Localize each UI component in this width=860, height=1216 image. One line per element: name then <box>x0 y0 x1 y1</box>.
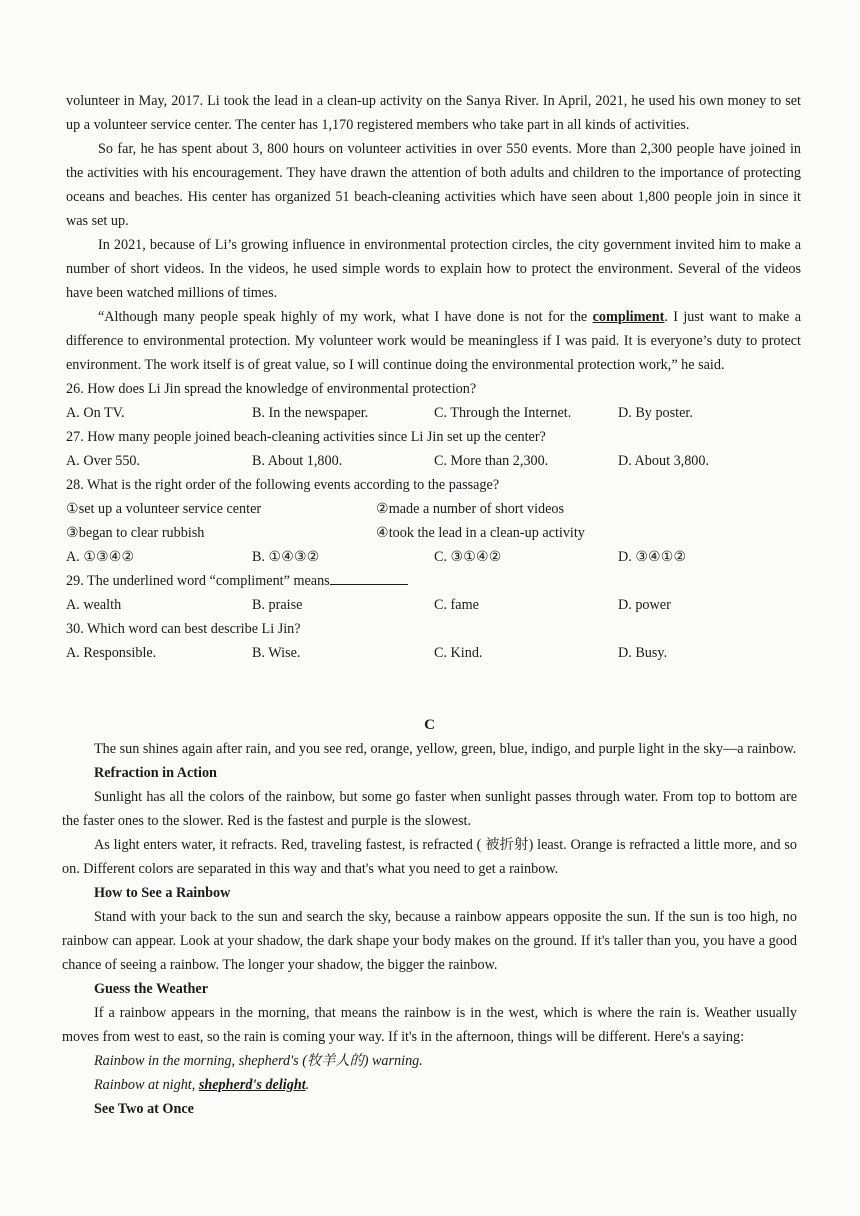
passage-b <box>66 89 801 665</box>
quote-start: “Although many people speak highly of my work, what I have done is not for the <box>98 309 593 325</box>
option-c: C. Through the Internet. <box>434 405 572 421</box>
question-30 <box>66 617 801 665</box>
event-4: ④took the lead in a clean-up activity <box>376 525 585 541</box>
saying-line-2-start: Rainbow at night, <box>94 1077 199 1093</box>
section-heading-weather: Guess the Weather <box>94 981 209 997</box>
question-28 <box>66 473 801 569</box>
section-heading-two-at-once: See Two at Once <box>94 1101 194 1117</box>
option-a: A. Over 550. <box>66 453 141 469</box>
question-27-options <box>66 449 801 473</box>
passage-c-label: C <box>424 717 435 733</box>
question-27 <box>66 425 801 473</box>
option-a: A. Responsible. <box>66 645 157 661</box>
question-30-stem: 30. Which word can best describe Li Jin? <box>66 621 301 637</box>
option-c: C. fame <box>434 597 479 613</box>
question-28-events-row-1 <box>66 497 801 521</box>
saying-line-2 <box>62 1073 797 1097</box>
passage-b-paragraph-1: volunteer in May, 2017. Li took the lead in a clean-up activity on the Sanya River. In April, 2021, he used his own money to set up a volunteer service center. The center has 1,170 registered members who take part in all kinds of activities. <box>66 93 801 133</box>
question-28-events-row-2 <box>66 521 801 545</box>
event-2: ②made a number of short videos <box>376 501 565 517</box>
passage-c-paragraph-2: As light enters water, it refracts. Red, traveling fastest, is refracted ( 被折射) least. Orange is refracted a little more, and so on. Different colors are separated in this way and that's what you need to get a rainbow. <box>62 837 797 877</box>
question-27-stem: 27. How many people joined beach-cleaning activities since Li Jin set up the center? <box>66 429 546 445</box>
option-c: C. Kind. <box>434 645 483 661</box>
passage-c <box>62 713 797 1121</box>
question-26-stem: 26. How does Li Jin spread the knowledge of environmental protection? <box>66 381 477 397</box>
passage-b-paragraph-2: So far, he has spent about 3, 800 hours on volunteer activities in over 550 events. More than 2,300 people have joined in the activities with his encouragement. They have drawn the attention of both adults and children to the importance of protecting oceans and beaches. His center has organized 51 beach-cleaning activities which have seen about 1,800 people join in since it was set up. <box>66 141 801 229</box>
saying-line-1: Rainbow in the morning, shepherd's (牧羊人的) warning. <box>94 1053 423 1069</box>
event-3: ③began to clear rubbish <box>66 525 205 541</box>
option-c: C. More than 2,300. <box>434 453 549 469</box>
underlined-word-compliment: compliment <box>592 309 665 325</box>
question-26 <box>66 377 801 425</box>
option-a: A. On TV. <box>66 405 125 421</box>
saying-line-2-end: . <box>305 1077 310 1093</box>
answer-blank <box>330 570 408 585</box>
passage-c-paragraph-1: Sunlight has all the colors of the rainbow, but some go faster when sunlight passes through water. From top to bottom are the faster ones to the slower. Red is the fastest and purple is the slowest. <box>62 789 797 829</box>
question-29-options <box>66 593 801 617</box>
passage-b-paragraph-4 <box>66 305 801 377</box>
underlined-phrase-shepherds-delight: shepherd's delight <box>198 1077 306 1093</box>
section-heading-see-rainbow: How to See a Rainbow <box>94 885 231 901</box>
question-26-options <box>66 401 801 425</box>
option-a: A. wealth <box>66 597 122 613</box>
passage-c-paragraph-3: Stand with your back to the sun and search the sky, because a rainbow appears opposite the sun. If the sun is too high, no rainbow can appear. Look at your shadow, the dark shape your body makes on the ground. If it's taller than you, you have a good chance of seeing a rainbow. The longer your shadow, the bigger the rainbow. <box>62 909 797 973</box>
option-d: D. About 3,800. <box>618 453 710 469</box>
option-b: B. ①④③② <box>252 549 320 565</box>
question-29-text: 29. The underlined word “compliment” means <box>66 573 330 589</box>
option-b: B. Wise. <box>252 645 301 661</box>
option-b: B. About 1,800. <box>252 453 343 469</box>
question-29 <box>66 569 801 617</box>
question-30-options <box>66 641 801 665</box>
event-1: ①set up a volunteer service center <box>66 501 262 517</box>
option-d: D. ③④①② <box>618 549 687 565</box>
option-b: B. In the newspaper. <box>252 405 369 421</box>
option-d: D. By poster. <box>618 405 693 421</box>
section-heading-refraction: Refraction in Action <box>94 765 217 781</box>
question-28-stem: 28. What is the right order of the following events according to the passage? <box>66 477 500 493</box>
option-d: D. Busy. <box>618 645 668 661</box>
option-d: D. power <box>618 597 671 613</box>
quote-end: . I just want to make a difference to environmental protection. My volunteer work would be meaningless if I was paid. It is everyone’s duty to protect environment. The work itself is of great value, so I will continue doing the environmental protection work,” he said. <box>66 309 802 373</box>
passage-c-paragraph-4: If a rainbow appears in the morning, that means the rainbow is in the west, which is where the rain is. Weather usually moves from west to east, so the rain is coming your way. If it's in the afternoon, things will be different. Here's a saying: <box>62 1005 797 1045</box>
option-b: B. praise <box>252 597 303 613</box>
passage-c-intro: The sun shines again after rain, and you see red, orange, yellow, green, blue, indigo, and purple light in the sky—a rainbow. <box>94 741 797 757</box>
option-a: A. ①③④② <box>66 549 135 565</box>
option-c: C. ③①④② <box>434 549 502 565</box>
question-29-stem <box>66 569 801 593</box>
question-28-options <box>66 545 801 569</box>
passage-b-paragraph-3: In 2021, because of Li’s growing influence in environmental protection circles, the city government invited him to make a number of short videos. In the videos, he used simple words to explain how to protect the environment. Several of the videos have been watched millions of times. <box>66 237 801 301</box>
